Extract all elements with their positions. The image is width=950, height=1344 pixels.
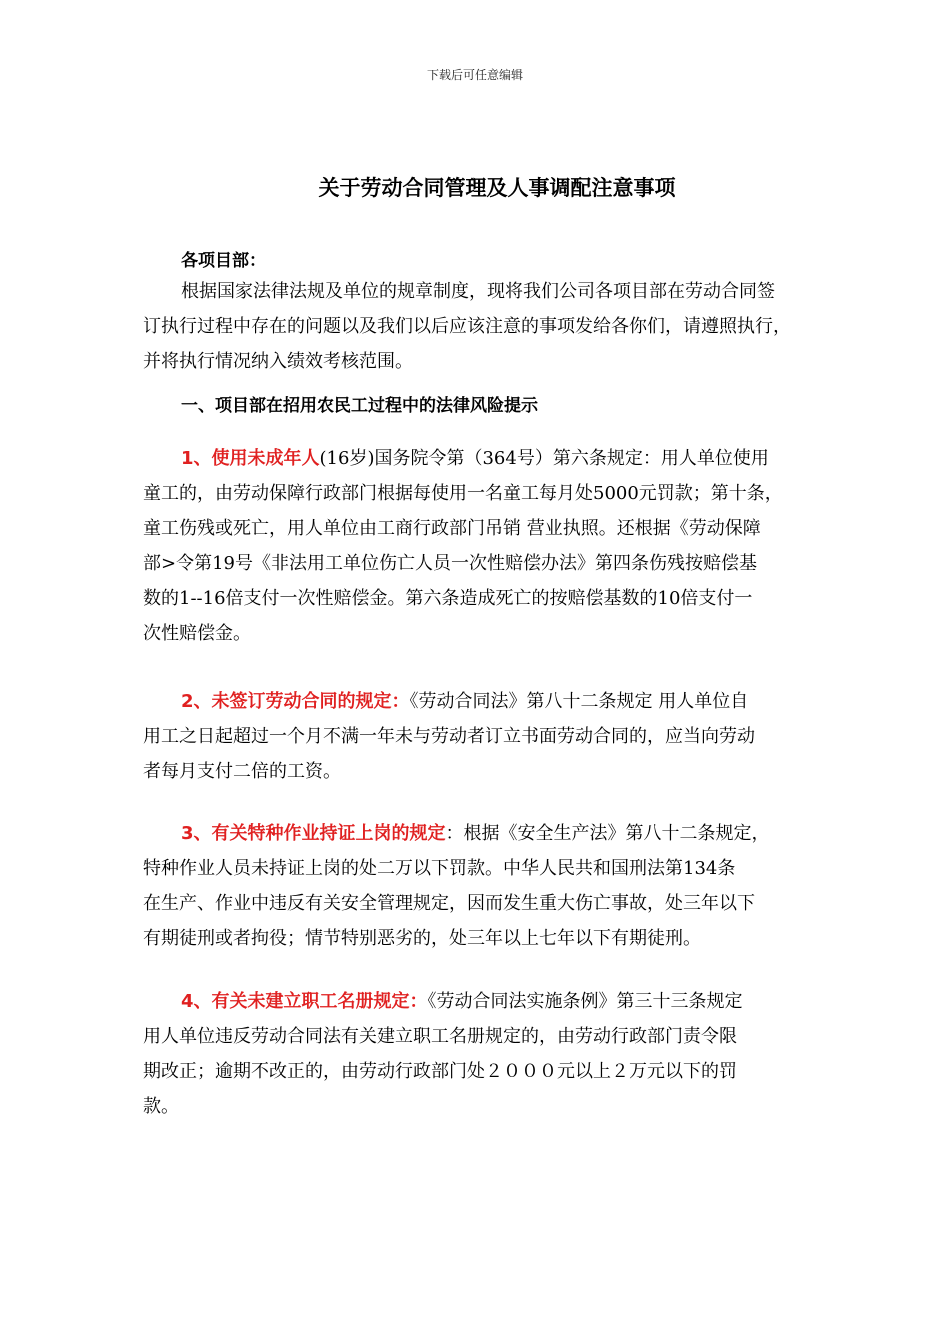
item-line: 者每月支付二倍的工资。 [143,761,341,782]
intro-line: 并将执行情况纳入绩效考核范围。 [143,351,413,372]
item-line: 有期徒刑或者拘役；情节特别恶劣的，处三年以上七年以下有期徒刑。 [143,928,701,949]
item-3 [143,816,833,956]
item-line: 童工的，由劳动保障行政部门根据每使用一名童工每月处5000元罚款；第十条， [143,483,783,504]
intro-paragraph [143,274,833,379]
item-line: 次性赔偿金。 [143,623,251,644]
item-line: 童工伤残或死亡，用人单位由工商行政部门吊销 营业执照。还根据《劳动保障 [143,518,761,539]
item-line: 部>令第19号《非法用工单位伤亡人员一次性赔偿办法》第四条伤残按赔偿基 [143,553,757,574]
item-first-line [143,816,833,851]
item-lead: 1、使用未成年人 [181,448,320,469]
item-first-text: (16岁)国务院令第（364号）第六条规定：用人单位使用 [319,448,769,469]
item-2 [143,684,833,789]
item-line: 数的1--16倍支付一次性赔偿金。第六条造成死亡的按赔偿基数的10倍支付一 [143,588,753,609]
document-title: 关于劳动合同管理及人事调配注意事项 [318,176,676,200]
section-heading: 一、项目部在招用农民工过程中的法律风险提示 [181,396,538,416]
item-line: 特种作业人员未持证上岗的处二万以下罚款。中华人民共和国刑法第134条 [143,858,736,879]
intro-line: 订执行过程中存在的问题以及我们以后应该注意的事项发给各你们，请遵照执行， [143,316,791,337]
item-first-text: 《劳动合同法实施条例》第三十三条规定 [427,991,743,1012]
item-lead: 4、有关未建立职工名册规定： [181,991,428,1012]
item-1 [143,441,833,651]
item-4 [143,984,833,1124]
item-line: 在生产、作业中违反有关安全管理规定，因而发生重大伤亡事故，处三年以下 [143,893,755,914]
item-lead: 3、有关特种作业持证上岗的规定 [181,823,446,844]
item-line: 期改正；逾期不改正的，由劳动行政部门处２０００元以上２万元以下的罚 [143,1061,737,1082]
item-first-line [143,441,833,476]
item-first-line [143,984,833,1019]
item-first-text: ：根据《安全生产法》第八十二条规定， [445,823,770,844]
item-line: 款。 [143,1096,179,1117]
item-line: 用人单位违反劳动合同法有关建立职工名册规定的，由劳动行政部门责令限 [143,1026,737,1047]
salutation: 各项目部： [181,251,266,271]
intro-line: 根据国家法律法规及单位的规章制度，现将我们公司各项目部在劳动合同签 [181,281,775,302]
item-line: 用工之日起超过一个月不满一年未与劳动者订立书面劳动合同的，应当向劳动 [143,726,755,747]
item-first-line [143,684,833,719]
item-lead: 2、未签订劳动合同的规定： [181,691,410,712]
item-first-text: 《劳动合同法》第八十二条规定 用人单位自 [409,691,749,712]
header-note: 下载后可任意编辑 [426,68,523,82]
